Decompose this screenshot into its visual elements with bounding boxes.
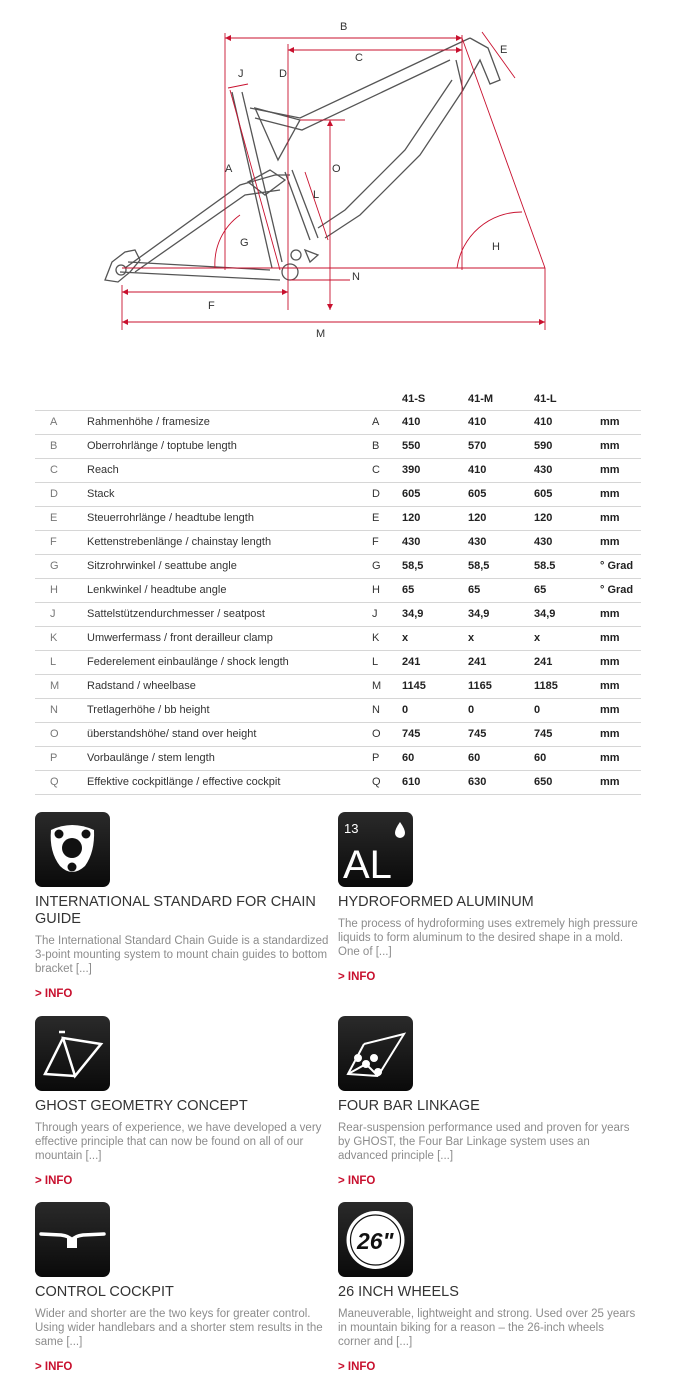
feature-control-cockpit (35, 1202, 335, 1375)
row-value-l: 120 (534, 506, 600, 530)
row-code: Q (35, 770, 87, 794)
row-value-l: 430 (534, 530, 600, 554)
row-value-m: 65 (468, 578, 534, 602)
row-value-l: 605 (534, 482, 600, 506)
table-row (35, 626, 641, 650)
wheel-26-icon (338, 1202, 413, 1277)
row-value-l: 65 (534, 578, 600, 602)
info-link[interactable]: > INFO (338, 1175, 376, 1187)
row-code-repeat: N (372, 698, 402, 722)
row-value-m: 60 (468, 746, 534, 770)
row-value-s: 605 (402, 482, 468, 506)
row-value-m: 0 (468, 698, 534, 722)
row-value-s: 65 (402, 578, 468, 602)
row-value-l: x (534, 626, 600, 650)
col-header-m: 41-M (468, 392, 494, 405)
row-value-s: 430 (402, 530, 468, 554)
row-value-l: 430 (534, 458, 600, 482)
row-code-repeat: H (372, 578, 402, 602)
row-value-s: 241 (402, 650, 468, 674)
info-link[interactable]: > INFO (35, 1361, 73, 1373)
aluminum-icon-number: 13 (344, 821, 359, 836)
row-value-m: 745 (468, 722, 534, 746)
dim-label-l: L (313, 189, 320, 201)
row-value-m: 630 (468, 770, 534, 794)
row-unit: mm (600, 458, 641, 482)
row-code: K (35, 626, 87, 650)
row-value-l: 590 (534, 434, 600, 458)
row-unit: mm (600, 626, 641, 650)
row-value-m: 410 (468, 458, 534, 482)
table-row (35, 602, 641, 626)
row-code: B (35, 434, 87, 458)
feature-chain-guide (35, 812, 335, 1002)
row-unit: mm (600, 746, 641, 770)
row-value-m: 570 (468, 434, 534, 458)
row-code-repeat: B (372, 434, 402, 458)
row-label: Stack (87, 482, 372, 506)
feature-title: HYDROFORMED ALUMINUM (338, 894, 534, 910)
aluminum-icon (338, 812, 413, 887)
row-label: Umwerfermass / front derailleur clamp (87, 626, 372, 650)
row-value-m: 58,5 (468, 554, 534, 578)
row-value-m: 34,9 (468, 602, 534, 626)
table-row (35, 482, 641, 506)
feature-title: 26 INCH WHEELS (338, 1284, 459, 1300)
table-row (35, 506, 641, 530)
info-link[interactable]: > INFO (35, 1175, 73, 1187)
row-value-s: 58,5 (402, 554, 468, 578)
row-value-m: 120 (468, 506, 534, 530)
feature-ghost-geometry (35, 1016, 335, 1189)
row-code-repeat: J (372, 602, 402, 626)
row-unit: mm (600, 602, 641, 626)
row-unit: mm (600, 674, 641, 698)
row-unit: mm (600, 482, 641, 506)
row-code: O (35, 722, 87, 746)
row-unit: mm (600, 722, 641, 746)
col-header-l: 41-L (534, 392, 557, 405)
row-unit: mm (600, 770, 641, 794)
row-label: Vorbaulänge / stem length (87, 746, 372, 770)
four-bar-linkage-icon (338, 1016, 413, 1091)
col-header-s: 41-S (402, 392, 426, 405)
table-row (35, 530, 641, 554)
row-value-l: 1185 (534, 674, 600, 698)
row-value-l: 58.5 (534, 554, 600, 578)
bike-frame (105, 38, 500, 282)
dim-label-o: O (332, 163, 341, 175)
row-value-s: 550 (402, 434, 468, 458)
dim-label-h: H (492, 241, 500, 253)
feature-description: Maneuverable, lightweight and strong. Used over 25 years in mountain biking for a reason – the 26-inch wheels corner and [...] (338, 1308, 636, 1348)
row-value-l: 0 (534, 698, 600, 722)
row-code: E (35, 506, 87, 530)
row-code: H (35, 578, 87, 602)
row-label: überstandshöhe/ stand over height (87, 722, 372, 746)
row-code-repeat: E (372, 506, 402, 530)
chain-guide-icon (35, 812, 110, 887)
row-label: Federelement einbaulänge / shock length (87, 650, 372, 674)
row-label: Lenkwinkel / headtube angle (87, 578, 372, 602)
row-value-s: 390 (402, 458, 468, 482)
dim-label-a: A (225, 163, 233, 175)
row-code: P (35, 746, 87, 770)
row-code-repeat: P (372, 746, 402, 770)
feature-hydroformed-aluminum (338, 812, 638, 985)
row-value-s: 745 (402, 722, 468, 746)
row-value-m: 241 (468, 650, 534, 674)
feature-description: Wider and shorter are the two keys for greater control. Using wider handlebars and a shorter stem results in the same [...] (35, 1308, 323, 1348)
row-unit: mm (600, 434, 641, 458)
row-code: J (35, 602, 87, 626)
row-label: Tretlagerhöhe / bb height (87, 698, 372, 722)
row-value-l: 241 (534, 650, 600, 674)
row-code: G (35, 554, 87, 578)
dimension-lines (122, 32, 545, 330)
row-code: C (35, 458, 87, 482)
aluminum-icon-text: AL (343, 843, 392, 887)
info-link[interactable]: > INFO (338, 971, 376, 983)
row-value-l: 60 (534, 746, 600, 770)
row-unit: mm (600, 650, 641, 674)
row-code: N (35, 698, 87, 722)
row-code-repeat: Q (372, 770, 402, 794)
row-value-s: x (402, 626, 468, 650)
dim-label-e: E (500, 44, 508, 56)
row-value-m: 1165 (468, 674, 534, 698)
feature-title: CONTROL COCKPIT (35, 1284, 174, 1300)
feature-26-inch-wheels (338, 1202, 638, 1375)
row-value-s: 60 (402, 746, 468, 770)
feature-description: The International Standard Chain Guide is a standardized 3-point mounting system to mount chain guides to bottom bracket [...] (35, 935, 329, 975)
row-code-repeat: A (372, 410, 402, 434)
table-row (35, 698, 641, 722)
table-row (35, 410, 641, 434)
table-row (35, 722, 641, 746)
row-label: Reach (87, 458, 372, 482)
table-row (35, 578, 641, 602)
row-code-repeat: G (372, 554, 402, 578)
table-row (35, 770, 641, 794)
table-row (35, 746, 641, 770)
geometry-frame-icon (35, 1016, 110, 1091)
feature-title: INTERNATIONAL STANDARD FOR CHAIN GUIDE (35, 894, 316, 927)
feature-four-bar-linkage (338, 1016, 638, 1189)
feature-title: FOUR BAR LINKAGE (338, 1098, 480, 1114)
geometry-table (35, 388, 641, 795)
row-value-l: 650 (534, 770, 600, 794)
row-code-repeat: M (372, 674, 402, 698)
feature-description: Through years of experience, we have developed a very effective principle that can now be found on all of our mountain [...] (35, 1122, 322, 1162)
row-value-m: 430 (468, 530, 534, 554)
info-link[interactable]: > INFO (35, 988, 73, 1000)
row-value-m: 410 (468, 410, 534, 434)
row-code: A (35, 410, 87, 434)
row-value-l: 410 (534, 410, 600, 434)
info-link[interactable]: > INFO (338, 1361, 376, 1373)
row-value-s: 120 (402, 506, 468, 530)
row-unit: ° Grad (600, 554, 641, 578)
dimension-arrows (122, 35, 545, 325)
row-unit: mm (600, 698, 641, 722)
row-label: Sitzrohrwinkel / seattube angle (87, 554, 372, 578)
row-code: M (35, 674, 87, 698)
row-unit: ° Grad (600, 578, 641, 602)
table-row (35, 434, 641, 458)
handlebar-icon (35, 1202, 110, 1277)
row-label: Effektive cockpitlänge / effective cockpit (87, 770, 372, 794)
row-unit: mm (600, 530, 641, 554)
row-value-l: 745 (534, 722, 600, 746)
dim-label-c: C (355, 52, 363, 64)
row-value-s: 0 (402, 698, 468, 722)
row-code-repeat: D (372, 482, 402, 506)
row-code: L (35, 650, 87, 674)
table-row (35, 458, 641, 482)
table-row (35, 650, 641, 674)
row-code: F (35, 530, 87, 554)
dim-label-m: M (316, 328, 326, 340)
row-value-s: 610 (402, 770, 468, 794)
row-code: D (35, 482, 87, 506)
row-unit: mm (600, 506, 641, 530)
row-value-l: 34,9 (534, 602, 600, 626)
dim-label-d: D (279, 68, 287, 80)
dim-label-g: G (240, 237, 249, 249)
table-header-row (35, 388, 641, 410)
row-label: Steuerrohrlänge / headtube length (87, 506, 372, 530)
row-value-s: 410 (402, 410, 468, 434)
table-row (35, 674, 641, 698)
dim-label-j: J (238, 68, 244, 80)
row-code-repeat: O (372, 722, 402, 746)
wheel-icon-text: 26" (357, 1228, 394, 1254)
dim-label-b: B (340, 21, 348, 33)
row-code-repeat: K (372, 626, 402, 650)
row-code-repeat: F (372, 530, 402, 554)
row-value-m: 605 (468, 482, 534, 506)
row-value-m: x (468, 626, 534, 650)
row-label: Kettenstrebenlänge / chainstay length (87, 530, 372, 554)
row-value-s: 1145 (402, 674, 468, 698)
feature-title: GHOST GEOMETRY CONCEPT (35, 1098, 248, 1114)
row-unit: mm (600, 410, 641, 434)
row-code-repeat: L (372, 650, 402, 674)
row-label: Sattelstützendurchmesser / seatpost (87, 602, 372, 626)
row-label: Oberrohrlänge / toptube length (87, 434, 372, 458)
frame-geometry-diagram (0, 0, 673, 380)
table-row (35, 554, 641, 578)
dim-label-n: N (352, 271, 360, 283)
feature-description: The process of hydroforming uses extremely high pressure liquids to form aluminum to the desired shape in a mold. One of [...] (338, 918, 638, 958)
row-label: Rahmenhöhe / framesize (87, 410, 372, 434)
dim-label-f: F (208, 300, 215, 312)
row-code-repeat: C (372, 458, 402, 482)
row-value-s: 34,9 (402, 602, 468, 626)
feature-description: Rear-suspension performance used and proven for years by GHOST, the Four Bar Linkage system uses an advanced principle [...] (338, 1122, 630, 1162)
row-label: Radstand / wheelbase (87, 674, 372, 698)
